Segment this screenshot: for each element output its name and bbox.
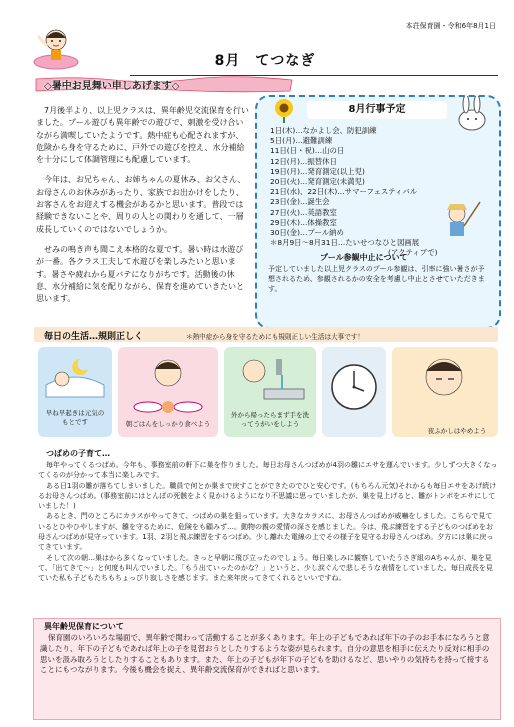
card-no-late-night	[392, 347, 498, 437]
pool-notice-title: プール参観中止について	[320, 253, 408, 262]
intro-text	[36, 105, 250, 313]
girl-swim-ring-illustration	[30, 22, 82, 72]
card-breakfast	[118, 347, 218, 437]
card-caption: 外から帰ったらまず手を洗ってうがいをしよう	[231, 411, 309, 428]
daily-life-title: 毎日の生活…規則正しく	[44, 332, 144, 342]
swallow-paragraph: 毎年やってくるつばめ。今年も、事務室前の軒下に巣を作りました。毎日お母さんつばめが4羽の雛にエサを運んでいます。少しずつ大きくなってくるのが分かって本当に楽しみです。	[38, 461, 498, 480]
pool-notice-body: 予定していました以上児クラスのプール参観は、引率に強い暑さが予想されるため、参観されるかの安全を考慮し中止とさせていただきます。	[268, 265, 485, 293]
schedule-item: 12日(月)…振替休日	[270, 156, 337, 166]
publisher-date: 本荘保育園・令和6年8月1日	[405, 22, 496, 30]
schedule-item: ＊8月9日～8月31日…たいせつなひと図画展	[270, 238, 420, 248]
swallow-paragraph: あるとき、門のところにカラスがやってきて、つばめの巣を狙っています。大きなカラスに、お母さんつばめが威嚇をしました。こちらで見ているとひやひやしますが、雛を守るために、危険をも顧みず…。動物の親の愛情の深さを感じました。今は、飛ぶ練習をする子どものつばめをお母さんつばめが見守っています。1羽、2羽と飛ぶ練習をするつばめ。少し離れた電線の上でその様子を見守るお母さんつばめ。夕方には巣に戻ってきています。	[38, 512, 494, 552]
swallow-heading: つばめの子育て…	[46, 449, 110, 458]
boy-fishing-illustration	[432, 198, 482, 248]
swallow-text	[38, 460, 498, 584]
schedule-item: 20日(火)…発育測定(未満児)	[270, 177, 365, 187]
daily-life-subtitle: ＊熱中症から身を守るためにも規則正しい生活は大事です！	[186, 333, 365, 341]
card-caption: 夜ふかしはやめよう	[427, 427, 487, 435]
mixed-age-care-text	[40, 633, 492, 676]
schedule-item: 1日(木)…なかよし会、防犯訓練	[270, 126, 377, 135]
card-caption: 早ね早起きは元気のもとです	[45, 409, 105, 426]
schedule-item: 11日(日・祝)…山の日	[270, 146, 345, 156]
schedule-item: 27日(火)…英語教室	[270, 207, 337, 217]
sunflower-icon	[272, 97, 306, 123]
handwash-icon	[224, 349, 316, 409]
schedule-item: 5日(月)…避難訓練	[270, 136, 333, 146]
schedule-item: (アクティブで)	[388, 248, 438, 258]
eating-child-icon	[118, 349, 218, 419]
sleepy-child-icon	[392, 349, 498, 413]
swallow-paragraph: ある日1羽の雛が落ちてしまいました。職員で何とか巣まで戻すことができたのでひと安心です。(もちろん元気)それからも毎日エサをあげ続けるお母さんつばめ。(事務室前にはとんぼの死骸をよく見かけるようになり不思議に思っていましたが、巣を見上げると、雛がトンボをエサにしていました！)	[38, 481, 497, 511]
intro-paragraph: せみの鳴き声も聞こえ本格的な夏です。暑い時は水遊びが一番。各クラス工夫して水遊びを楽しみたいと思います。暑さや疲れから夏バテになりがちです。活動後の休息、水分補給に気を配りながら、保育を進めていきたいと思います。	[36, 244, 244, 304]
card-early-sleep	[38, 347, 112, 437]
card-clock	[322, 347, 386, 437]
page-title: 8月 てつなぎ	[214, 53, 316, 69]
sleeping-child-icon	[38, 351, 112, 413]
mixed-age-care-paragraph: 保育園のいろいろな場面で、異年齢で関わって活動することが多くあります。年上の子どもであれば年下の子のお手本になろうと意識したり、年下の子どもであれば年上の子を見習おうとしたりするような姿が見られます。自分の意思を相手に伝えたり反対に相手の思いを汲み取ろうとしたりすることもあります。また、年上の子どもが年下の子どもを助けるなど、思いやりの気持ちを持って接することにもつながります。今後も機会を捉え、異年齢交流保育ができればと思います。	[40, 633, 490, 675]
intro-paragraph: 今年は、お兄ちゃん、お姉ちゃんの夏休み、お父さん、お母さんのお休みがあったり、家族でお出かけをしたり、お客さんをお迎えする機会があるかと思います。普段では経験できないことや、周りの人との関わりを通して、一層成長していくのではないでしょうか。	[36, 175, 246, 234]
schedule-title: 8月行事予定	[307, 101, 447, 119]
greeting-heading: ◇暑中お見舞い申しあげます◇	[44, 81, 180, 92]
schedule-item: 21日(水)、22日(木)…サマーフェスティバル	[270, 187, 418, 197]
mixed-age-care-heading: 異年齢児保育について	[44, 622, 124, 631]
intro-paragraph: 7月後半より、以上児クラスは、異年齢児交流保育を行いました。プール遊びも異年齢での遊びで、刺激を受け合いながら満喫していたようです。熱中症も心配されますが、危険から身を守るために、戸外での遊びを控え、水分補給を十分にして体調管理にも配慮しています。	[36, 106, 249, 165]
schedule-item: 30日(金)…プール納め	[270, 228, 344, 238]
greeting-banner	[34, 76, 294, 93]
clock-icon	[322, 357, 386, 417]
card-handwash	[224, 347, 316, 437]
card-caption: 朝ごはんをしっかり食べよう	[125, 420, 211, 428]
schedule-item: 29日(木)…体操教室	[270, 217, 337, 227]
schedule-item: 23日(金)…誕生会	[270, 197, 330, 207]
schedule-item: 19日(月)…発育測定(以上児)	[270, 166, 365, 176]
swallow-paragraph: そして次の朝…巣はから多くなっていました。きっと早朝に飛び立ったのでしょう。毎日楽しみに観察していたうさぎ組のAちゃんが、巣を見て、「出てきて～」と何度も叫んでいました。「もう出ていったのかな？」というと、少し涙ぐんで悲しそうな表情をしていました。毎日成長を見ていた私も子どもたちもちょっぴり寂しさを感じます。また来年戻ってきてくれるといいですね。	[38, 553, 493, 583]
